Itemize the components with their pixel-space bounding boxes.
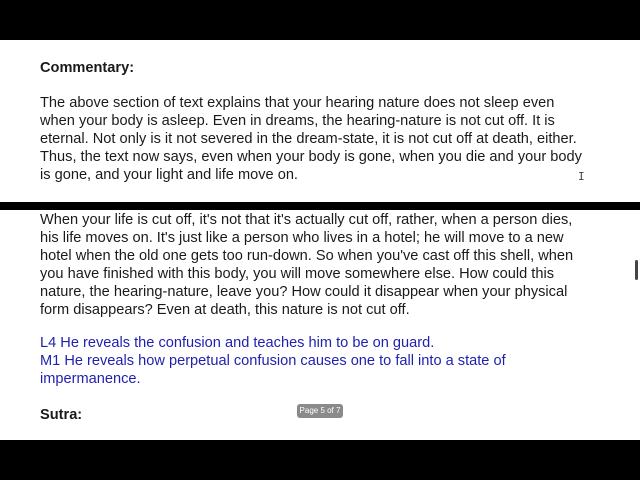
- commentary-line: eternal. Not only is it not severed in the dream-state, it is not cut off at death, either.: [40, 131, 577, 147]
- text-cursor-icon: I: [578, 170, 585, 183]
- commentary-line: Thus, the text now says, even when your body is gone, when you die and your body: [40, 149, 582, 165]
- sutra-heading: Sutra:: [40, 407, 83, 423]
- outline-line-l4: L4 He reveals the confusion and teaches him to be on guard.: [40, 335, 435, 351]
- body-line: nature, the hearing-nature, leave you? How could it disappear when your physical: [40, 284, 568, 300]
- body-line: you have finished with this body, you will move somewhere else. How could this: [40, 266, 555, 282]
- commentary-heading: Commentary:: [40, 60, 135, 76]
- outline-line-m1: M1 He reveals how perpetual confusion causes one to fall into a state of: [40, 353, 506, 369]
- body-line: When your life is cut off, it's not that it's actually cut off, rather, when a person dies,: [40, 212, 573, 228]
- outline-line-m1-cont: impermanence.: [40, 371, 141, 387]
- page-indicator-badge: Page 5 of 7: [297, 404, 343, 418]
- scroll-position-marker[interactable]: [635, 260, 638, 280]
- document-page-top: [0, 40, 640, 202]
- body-line: form disappears? Even at death, this nature is not cut off.: [40, 302, 410, 318]
- commentary-line: is gone, and your light and life move on.: [40, 167, 298, 183]
- body-line: hotel when the old one gets too run-down. So when you've cast off this shell, when: [40, 248, 574, 264]
- body-line: his life moves on. It's just like a person who lives in a hotel; he will move to a new: [40, 230, 564, 246]
- commentary-line: when your body is asleep. Even in dreams, the hearing-nature is not cut off. It is: [40, 113, 555, 129]
- commentary-line: The above section of text explains that your hearing nature does not sleep even: [40, 95, 555, 111]
